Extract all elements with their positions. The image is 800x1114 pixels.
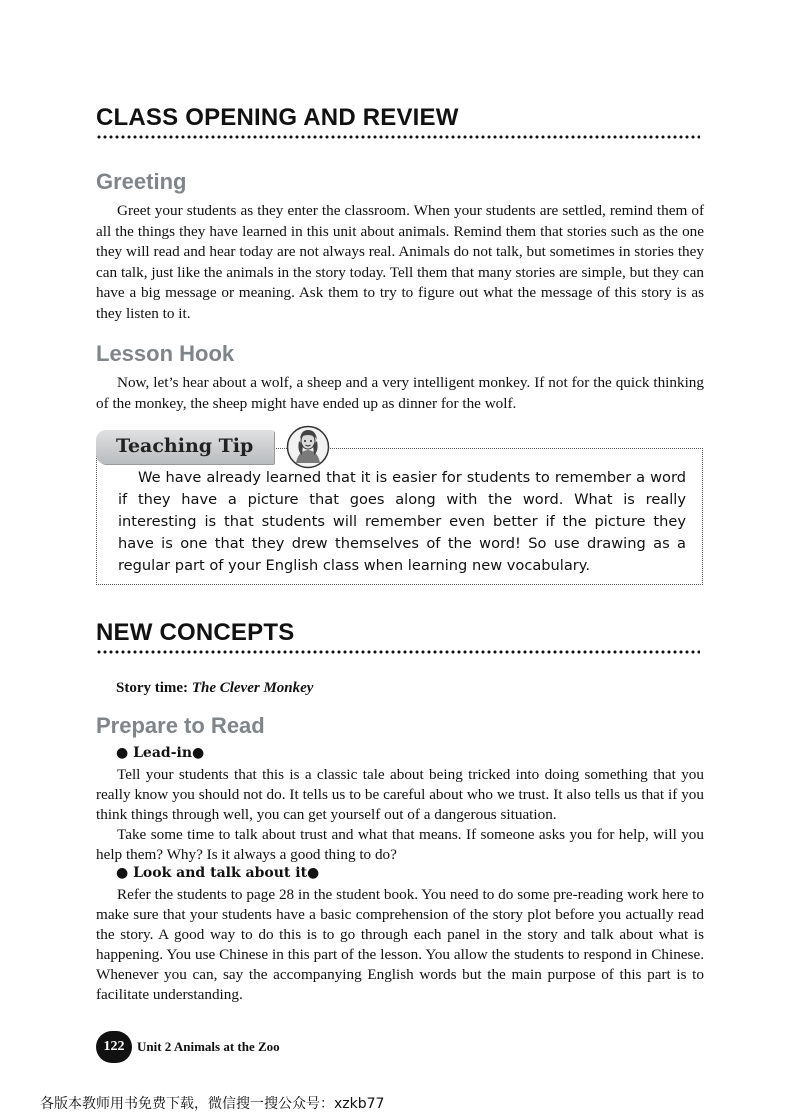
dotted-divider	[96, 650, 700, 654]
story-title: The Clever Monkey	[191, 680, 314, 696]
greeting-heading: Greeting	[96, 169, 187, 194]
lead-in-paragraph-2: Take some time to talk about trust and what that means. If someone asks you for help, will you help them? Why? Is it always a good thing to do?	[96, 826, 704, 863]
prepare-to-read-heading: Prepare to Read	[96, 713, 265, 738]
teaching-tip-label	[96, 430, 274, 464]
section-header-class-opening	[96, 104, 700, 132]
page-number-badge: 122	[96, 1031, 132, 1063]
dotted-divider	[96, 135, 700, 139]
download-watermark-text: 各版本教师用书免费下载，微信搜一搜公众号：xzkb77	[40, 1096, 385, 1112]
teaching-tip-paragraph: We have already learned that it is easier for students to remember a word if they have a picture that goes along with the word. What is really interesting is that students will remember even better if the picture they have is one that they drew themselves of the word! So use drawing as a regular part of your English class when learning new vocabulary.	[118, 469, 686, 574]
lesson-hook-heading: Lesson Hook	[96, 341, 235, 366]
story-time-line	[116, 680, 313, 697]
story-time-label: Story time:	[116, 680, 189, 696]
unit-title: Unit 2 Animals at the Zoo	[137, 1039, 280, 1054]
lesson-hook-paragraph: Now, let’s hear about a wolf, a sheep and a very intelligent monkey. If not for the quick thinking of the monkey, the sheep might have ended up as dinner for the wolf.	[96, 374, 704, 412]
greeting-paragraph: Greet your students as they enter the classroom. When your students are settled, remind them of all the things they have learned in this unit about animals. Remind them that stories such as the one they will read and hear today are not always real. Animals do not talk, but sometimes in stories they can talk, just like the animals in the story today. Tell them that many stories are simple, but they can have a big message or meaning. Ask them to try to figure out what the message of this story is as they listen to it.	[96, 202, 704, 322]
teacher-avatar-icon	[286, 425, 330, 469]
section-header-new-concepts	[96, 619, 700, 647]
teaching-tip-label-text: Teaching Tip	[116, 435, 254, 457]
look-and-talk-label: ● Look and talk about it●	[116, 865, 320, 881]
lead-in-paragraph-1: Tell your students that this is a classic tale about being tricked into doing something that you really know you should not do. It tells us to be careful about who we trust. It also tells us that if you think things through well, you can get yourself out of a dangerous situation.	[96, 766, 704, 823]
lead-in-label: ● Lead-in●	[116, 745, 205, 761]
section-title: CLASS OPENING AND REVIEW	[96, 104, 459, 131]
section-title: NEW CONCEPTS	[96, 619, 295, 646]
look-and-talk-paragraph: Refer the students to page 28 in the student book. You need to do some pre-reading work here to make sure that your students have a basic comprehension of the story plot before you actually read the story. A good way to do this is to go through each panel in the story and talk about what is happening. You use Chinese in this part of the lesson. You allow the students to respond in Chinese. Whenever you can, say the accompanying English words but the main purpose of this part is to facilitate understanding.	[96, 886, 704, 1003]
